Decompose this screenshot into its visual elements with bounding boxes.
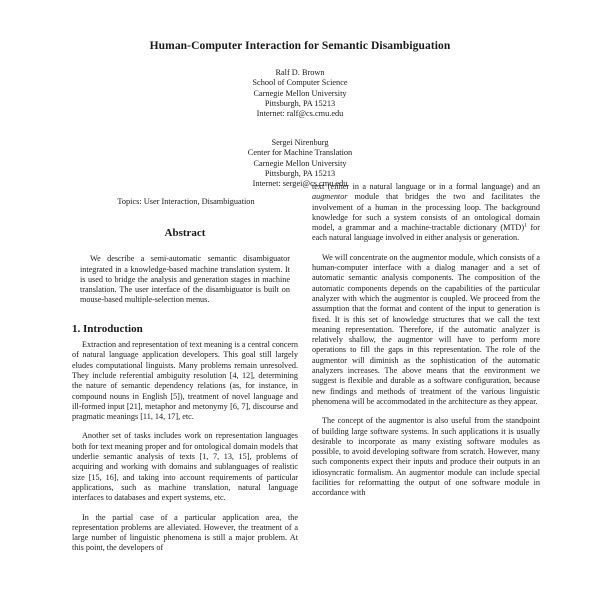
right-paragraph-2: We will concentrate on the augmentor module, which consists of a human-computer interface with a dialog manager and a set of automatic semantic analysis components. The composition of the automatic components depends on the capabilities of the particular analyzer with which the augmentor is coupled. We proceed from the assumption that the format and content of the input to generation is fixed. It is this set of knowledge structures that we call the text meaning representation. Therefore, if the automatic analyzer is relatively shallow, the augmentor will have to perform more operations to fill the gaps in this representation. The role of the augmentor will diminish as the sophistication of the automatic analyzers increases. The above means that the environment we suggest is flexible and durable as a software configuration, because new findings and methods of treatment of the various linguistic phenomena will be accommodated in the architecture as they appear. (312, 252, 540, 406)
left-column (72, 228, 298, 563)
text-span: text (either in a natural language or in a formal language) and an (312, 182, 540, 191)
topics-line: Topics: User Interaction, Disambiguation (117, 197, 255, 206)
author-affiliation-line: School of Computer Science (252, 78, 348, 88)
right-paragraph-3: The concept of the augmentor is also useful from the standpoint of building large software systems. In such applications it is usually desirable to incorporate as many existing software modules as possible, to avoid developing software from scratch. However, many such components expect their inputs and produce their outputs in an idiosyncratic formalism. An augmentor module can include special facilities for reformatting the output of one software module in accordance with (312, 416, 540, 498)
right-column (312, 182, 540, 508)
intro-paragraph-1: Extraction and representation of text meaning is a central concern of natural language application developers. This goal still largely eludes computational linguists. Many problems remain unresolved. They include referential ambiguity resolution [4, 12], determining the nature of semantic dependency relations (as, for instance, in compound nouns in English [5]), treatment of novel language and ill-formed input [21], metaphor and metonymy [6, 7], discourse and pragmatic meanings [11, 14, 17], etc. (72, 340, 298, 422)
augmentor-term: augmentor (312, 192, 348, 202)
author-affiliation-line: Pittsburgh, PA 15213 (264, 98, 336, 108)
right-paragraph-1 (312, 182, 540, 244)
intro-paragraph-3: In the partial case of a particular application area, the representation problems are alleviated. However, the treatment of a large number of linguistic phenomena is still a major problem. At this point, the developers of (72, 512, 298, 553)
paper-title: Human-Computer Interaction for Semantic Disambiguation (149, 40, 451, 52)
author-affiliation-line: Pittsburgh, PA 15213 (264, 168, 336, 178)
author-affiliation-line: Carnegie Mellon University (253, 88, 347, 98)
footnote-marker: 1 (524, 222, 527, 229)
author-affiliation-line: Carnegie Mellon University (253, 158, 347, 168)
abstract-text: We describe a semi-automatic semantic disambiguator integrated in a knowledge-based machine translation system. It is used to bridge the analysis and generation stages in machine translation. The user interface of the disambiguator is built on mouse-based multiple-selection menus. (80, 254, 290, 305)
author-name: Sergei Nirenburg (271, 138, 329, 147)
author-email: Internet: sergei@cs.cmu.edu (252, 179, 348, 189)
abstract-heading: Abstract (164, 227, 206, 239)
author-affiliation-line: Center for Machine Translation (247, 148, 353, 158)
text-span: module that bridges the two and facilitates the involvement of a human in the processing loop. The background knowledge for such a system consists of an ontological domain model, a grammar and a machine-tractable dictionary (MTD) (312, 192, 540, 233)
author-name: Ralf D. Brown (275, 68, 325, 77)
author-block-1 (190, 68, 410, 119)
text-span: for each natural language involved in either analysis or generation. (312, 223, 541, 243)
author-email: Internet: ralf@cs.cmu.edu (256, 109, 344, 119)
introduction-heading: 1. Introduction (72, 322, 143, 335)
intro-paragraph-2: Another set of tasks includes work on representation languages both for text meaning proper and for ontological domain models that underlie semantic analysis of texts [1, 7, 13, 15], problems of acquiring and working with domains and sublanguages of realistic size [15, 16], and taking into account requirements of particular applications, such as machine translation, natural language interfaces to databases and expert systems, etc. (72, 431, 298, 503)
